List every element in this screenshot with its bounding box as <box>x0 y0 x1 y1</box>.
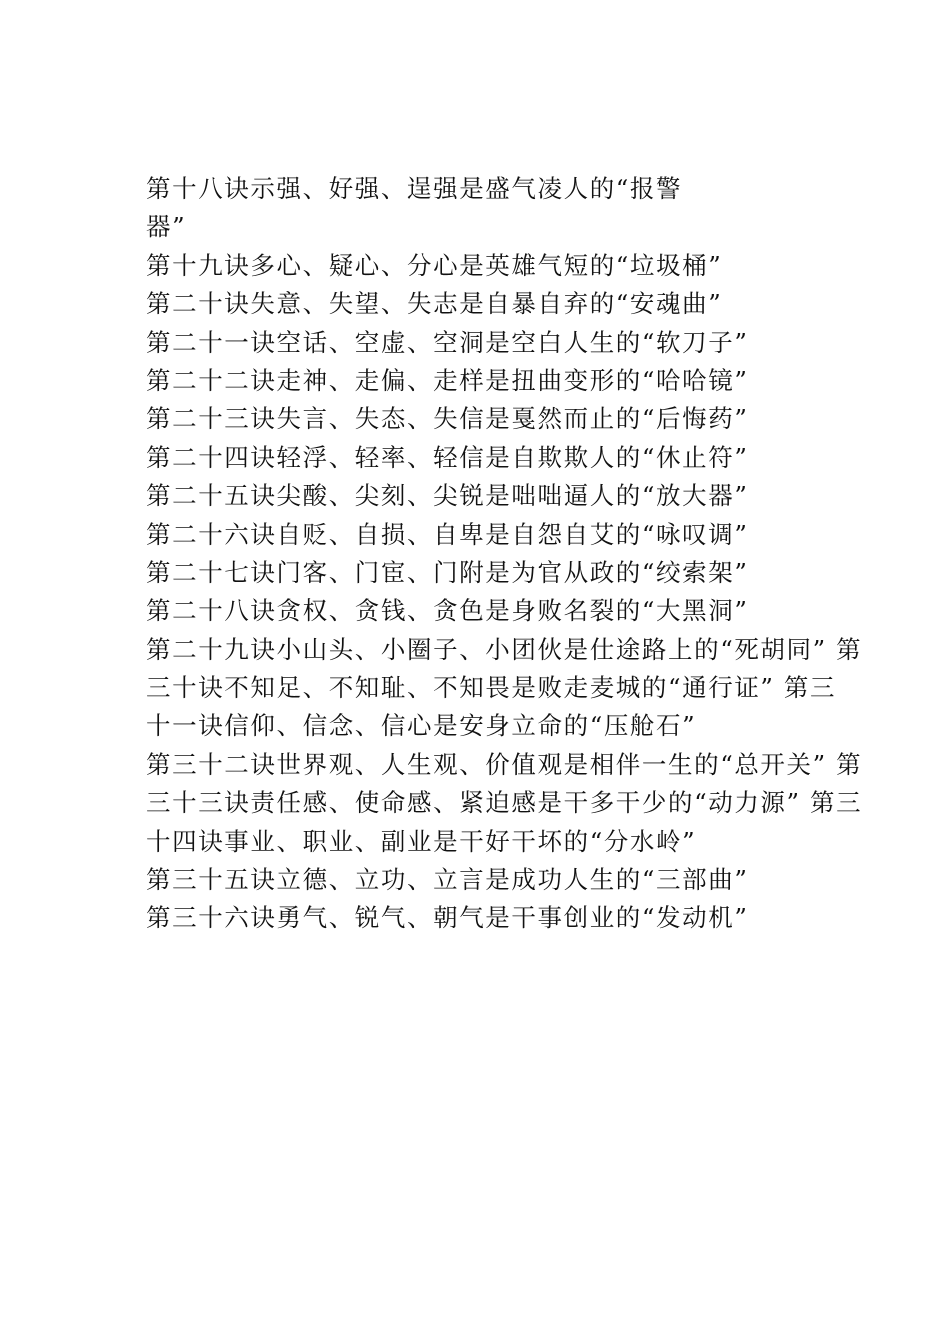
text-line: 三十诀不知足、不知耻、不知畏是败走麦城的“通行证” 第三 <box>146 673 837 703</box>
text-line: 器” <box>146 212 187 242</box>
text-line: 第二十七诀门客、门宦、门附是为官从政的“绞索架” <box>146 557 749 587</box>
text-line: 第二十三诀失言、失态、失信是戛然而止的“后悔药” <box>146 404 749 434</box>
document-body <box>146 170 863 938</box>
text-line: 第二十一诀空话、空虚、空洞是空白人生的“软刀子” <box>146 327 749 357</box>
text-line: 第二十二诀走神、走偏、走样是扭曲变形的“哈哈镜” <box>146 365 749 395</box>
text-line: 第三十六诀勇气、锐气、朝气是干事创业的“发动机” <box>146 903 749 933</box>
text-line: 十一诀信仰、信念、信心是安身立命的“压舱石” <box>146 711 697 741</box>
text-line: 第二十四诀轻浮、轻率、轻信是自欺欺人的“休止符” <box>146 442 749 472</box>
text-line: 第十九诀多心、疑心、分心是英雄气短的“垃圾桶” <box>146 250 723 280</box>
text-line: 十四诀事业、职业、副业是干好干坏的“分水岭” <box>146 826 697 856</box>
text-line: 第十八诀示强、好强、逞强是盛气凌人的“报警 <box>146 174 683 203</box>
text-line: 三十三诀责任感、使命感、紧迫感是干多干少的“动力源” 第三 <box>146 788 863 818</box>
text-line: 第三十二诀世界观、人生观、价值观是相伴一生的“总开关” 第 <box>146 749 863 779</box>
text-line: 第二十诀失意、失望、失志是自暴自弃的“安魂曲” <box>146 289 723 319</box>
text-line: 第二十九诀小山头、小圈子、小团伙是仕途路上的“死胡同” 第 <box>146 634 863 664</box>
text-line: 第二十六诀自贬、自损、自卑是自怨自艾的“咏叹调” <box>146 519 749 549</box>
text-line: 第二十五诀尖酸、尖刻、尖锐是咄咄逼人的“放大器” <box>146 481 749 511</box>
text-line: 第二十八诀贪权、贪钱、贪色是身败名裂的“大黑洞” <box>146 596 749 626</box>
text-line: 第三十五诀立德、立功、立言是成功人生的“三部曲” <box>146 865 749 895</box>
